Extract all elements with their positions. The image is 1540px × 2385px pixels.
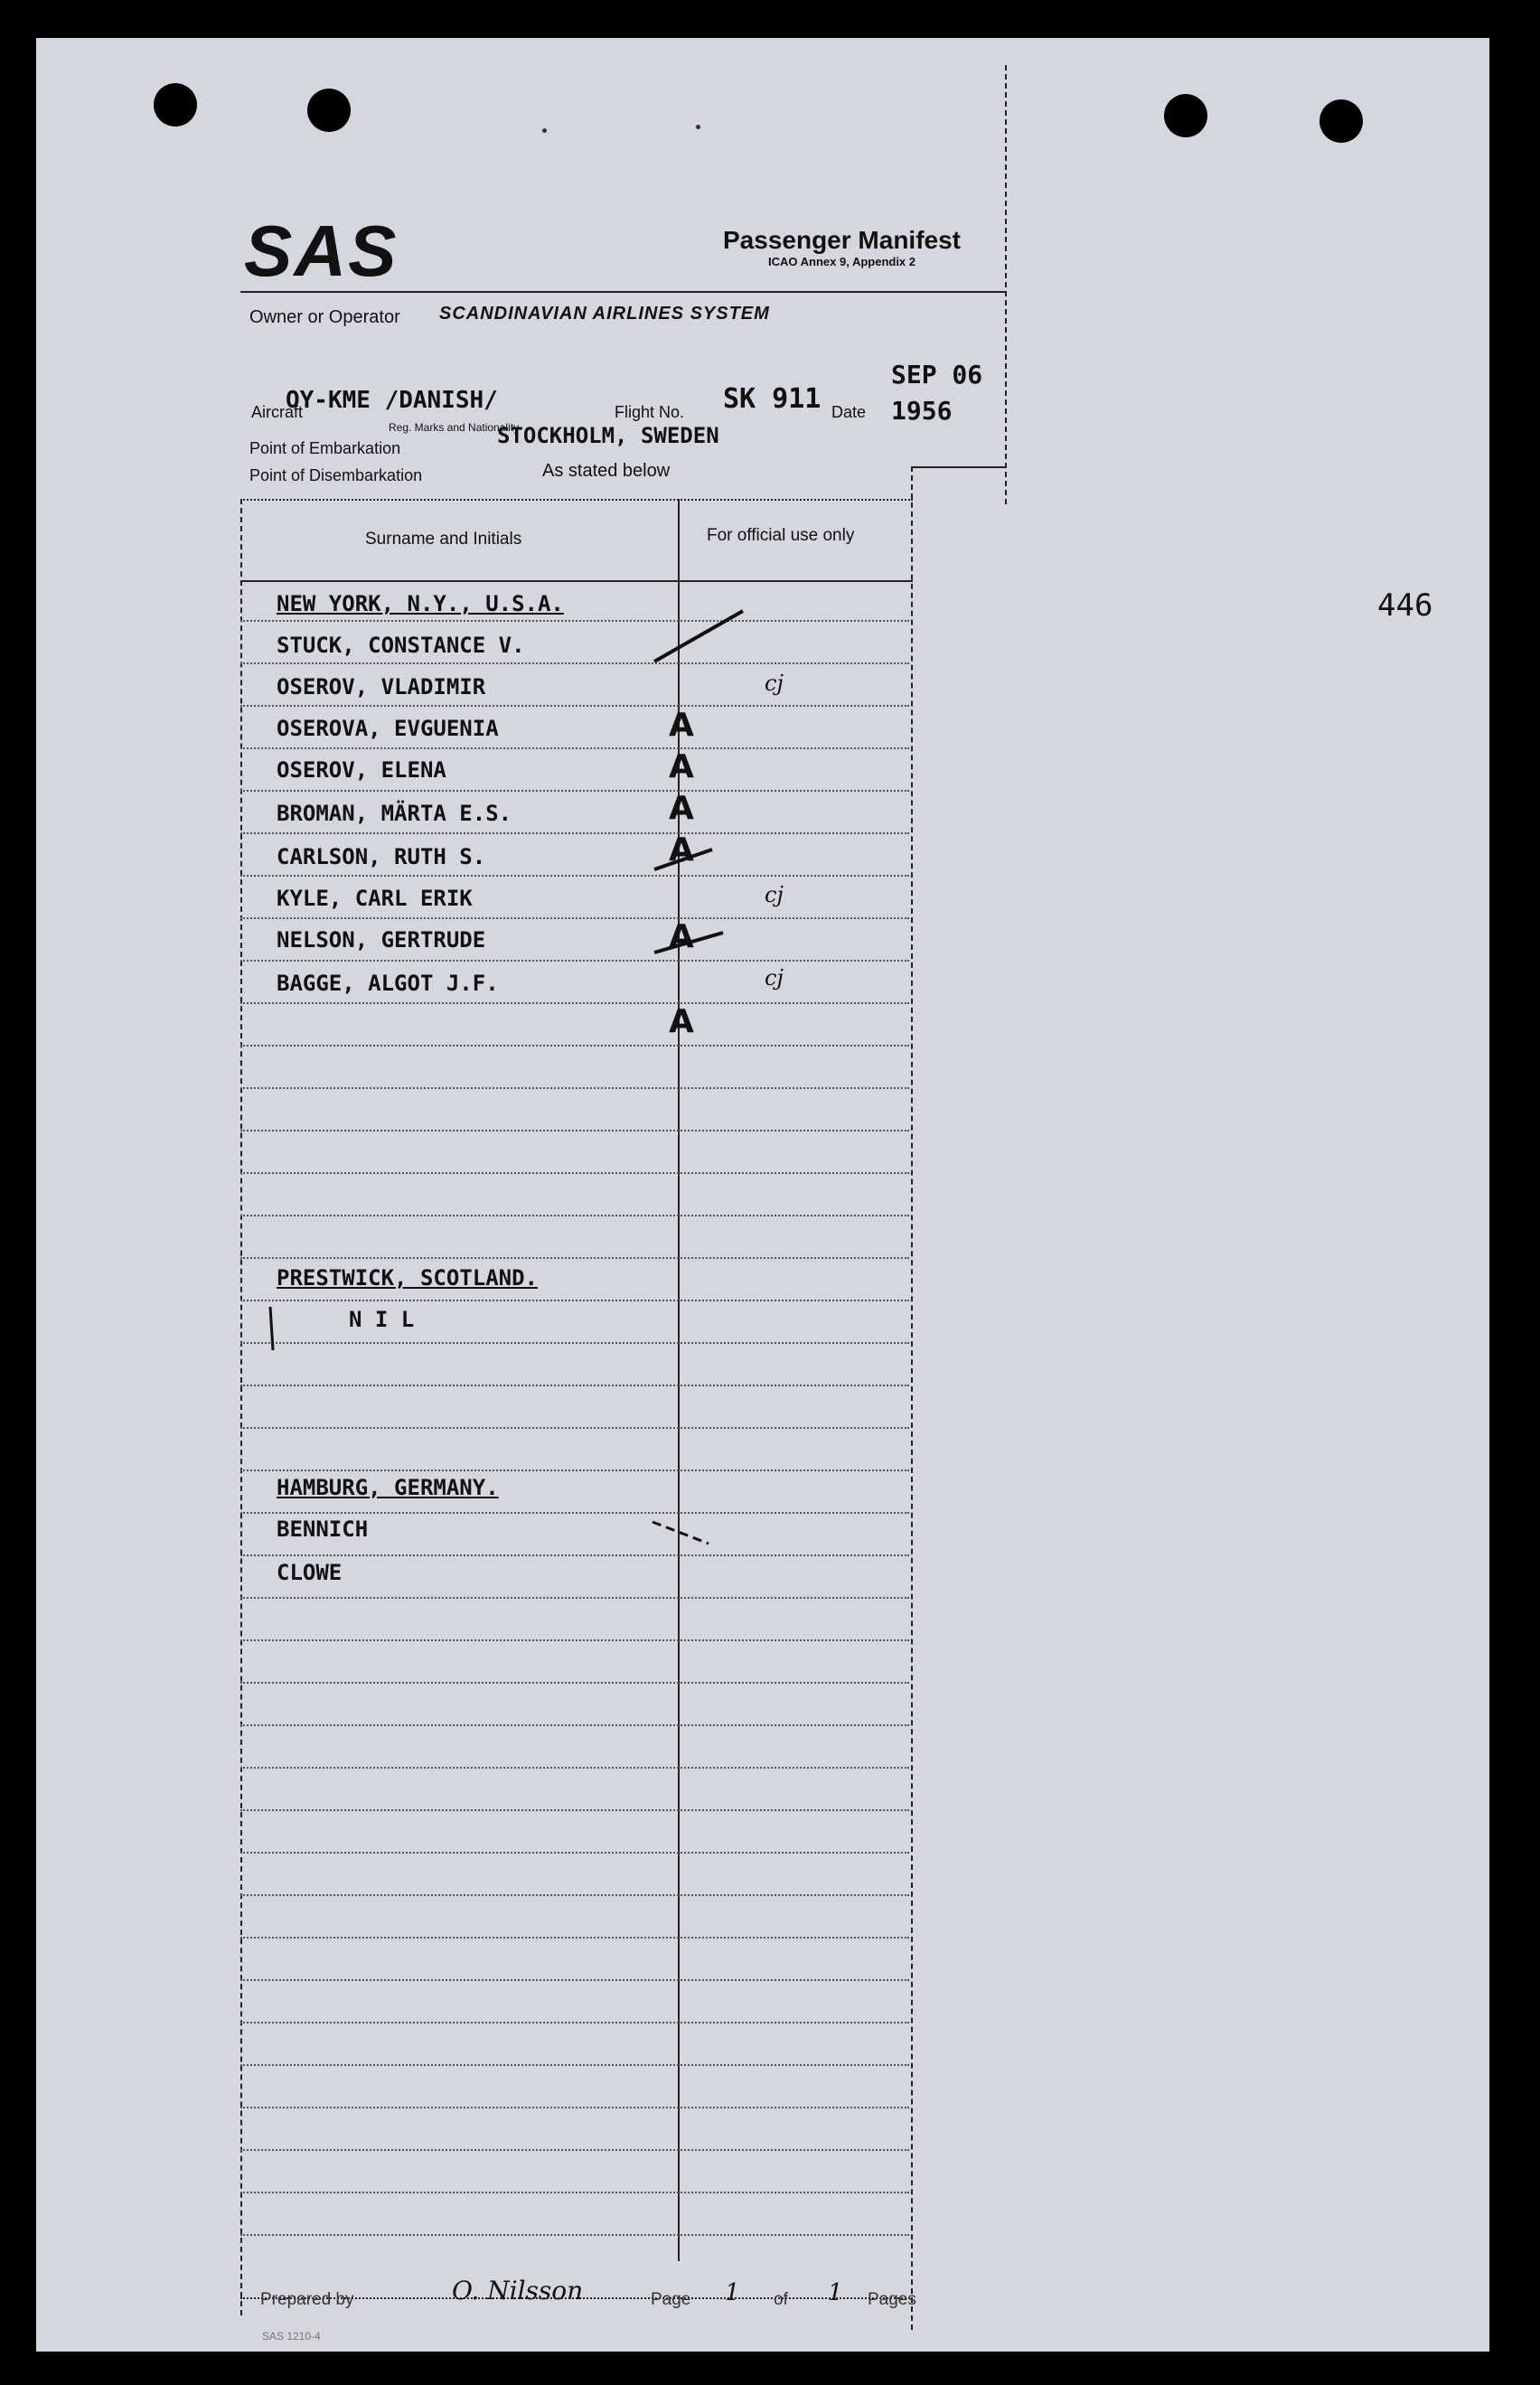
- table-rule-line: [240, 1300, 909, 1301]
- passenger-row: OSEROV, ELENA: [277, 757, 446, 783]
- prepared-signature: O. Nilsson: [452, 2276, 584, 2305]
- table-rule-line: [240, 875, 909, 877]
- date-label: Date: [831, 403, 867, 421]
- table-rule-line: [240, 1682, 909, 1684]
- table-rule-line: [240, 1342, 909, 1344]
- table-rule-line: [240, 1894, 909, 1896]
- table-rule-line: [240, 1087, 909, 1089]
- destination-prestwick: PRESTWICK, SCOTLAND.: [277, 1265, 538, 1291]
- table-rule-line: [240, 1597, 909, 1599]
- column-header-surname: Surname and Initials: [365, 530, 522, 549]
- table-rule-line: [240, 1002, 909, 1004]
- table-rule-line: [240, 705, 909, 707]
- tick-mark: [654, 611, 743, 662]
- passenger-row: CARLSON, RUTH S.: [277, 844, 486, 869]
- disembark-label: Point of Disembarkation: [249, 466, 423, 484]
- official-note: cj: [765, 965, 784, 991]
- embark-value: STOCKHOLM, SWEDEN: [497, 423, 719, 448]
- passenger-row: BAGGE, ALGOT J.F.: [277, 971, 499, 996]
- punch-hole: [154, 83, 197, 127]
- manifest-paper: [36, 38, 1489, 2352]
- destination-new-york: NEW YORK, N.Y., U.S.A.: [277, 591, 564, 616]
- owner-label: Owner or Operator: [249, 307, 400, 327]
- table-rule-line: [240, 832, 909, 834]
- official-mark-a: A: [669, 790, 694, 827]
- table-rule-line: [240, 1554, 909, 1556]
- passenger-row: NELSON, GERTRUDE: [277, 927, 486, 953]
- embark-label: Point of Embarkation: [249, 439, 401, 457]
- table-rule-line: [240, 1639, 909, 1641]
- official-note: cj: [765, 671, 784, 696]
- table-rule-line: [240, 1427, 909, 1429]
- disembark-value: As stated below: [542, 461, 671, 481]
- passenger-row: CLOWE: [277, 1560, 343, 1585]
- table-rule-line: [240, 1724, 909, 1726]
- table-rule-line: [240, 1172, 909, 1174]
- punch-hole: [1319, 99, 1363, 143]
- header-rule: [240, 580, 913, 582]
- date-line1: SEP 06: [891, 360, 983, 390]
- table-rule-line: [240, 747, 909, 749]
- header-rule: [240, 499, 913, 501]
- flight-label: Flight No.: [615, 403, 685, 421]
- form-left-edge: [240, 499, 242, 2315]
- table-rule-line: [240, 1979, 909, 1981]
- reg-caption: Reg. Marks and Nationality: [389, 421, 520, 434]
- sas-logo: SAS: [244, 211, 399, 291]
- aircraft-value: OY-KME /DANISH/: [286, 387, 498, 414]
- page-total: 1: [828, 2279, 843, 2306]
- table-rule-line: [240, 1257, 909, 1259]
- manifest-title: Passenger Manifest: [723, 226, 961, 254]
- passenger-row: OSEROVA, EVGUENIA: [277, 716, 499, 741]
- passenger-row: STUCK, CONSTANCE V.: [277, 633, 525, 658]
- official-mark-a: A: [669, 831, 694, 869]
- prepared-label: Prepared by: [260, 2290, 354, 2309]
- speck: [542, 128, 547, 133]
- page-label: Page: [651, 2290, 691, 2309]
- form-header-bottom: [913, 466, 1007, 468]
- official-mark-a: A: [669, 707, 694, 744]
- punch-hole: [1164, 94, 1207, 137]
- official-mark-a: A: [669, 918, 694, 955]
- table-rule-line: [240, 1045, 909, 1047]
- form-right-edge-lower: [911, 466, 913, 2330]
- manifest-subtitle: ICAO Annex 9, Appendix 2: [768, 255, 916, 268]
- speck: [696, 125, 700, 129]
- table-rule-line: [240, 1385, 909, 1386]
- table-rule-line: [240, 1512, 909, 1514]
- table-rule-line: [240, 1469, 909, 1471]
- official-mark-a: A: [669, 1003, 694, 1040]
- official-mark-a: A: [669, 748, 694, 785]
- table-rule-line: [240, 1767, 909, 1769]
- table-rule-line: [240, 2234, 909, 2236]
- table-rule-line: [240, 960, 909, 962]
- table-rule-line: [240, 620, 909, 622]
- page-number: 1: [725, 2279, 740, 2306]
- passenger-row: BENNICH: [277, 1516, 369, 1542]
- aircraft-label: Aircraft: [251, 403, 304, 421]
- table-rule-line: [240, 2107, 909, 2108]
- owner-value: SCANDINAVIAN AIRLINES SYSTEM: [439, 304, 770, 324]
- table-rule-line: [240, 917, 909, 919]
- passenger-row: N I L: [349, 1307, 415, 1332]
- table-rule-line: [240, 790, 909, 792]
- of-label: of: [774, 2290, 788, 2309]
- destination-hamburg: HAMBURG, GERMANY.: [277, 1475, 499, 1500]
- date-line2: 1956: [891, 396, 953, 426]
- official-note: cj: [765, 882, 784, 907]
- table-rule-line: [240, 662, 909, 664]
- table-rule-line: [240, 1937, 909, 1939]
- table-rule-line: [240, 2064, 909, 2066]
- table-rule-line: [240, 2149, 909, 2151]
- passenger-row: BROMAN, MÄRTA E.S.: [277, 801, 512, 826]
- column-header-official: For official use only: [707, 526, 855, 545]
- table-rule-line: [240, 1809, 909, 1811]
- punch-hole: [307, 89, 351, 132]
- table-rule-line: [240, 1130, 909, 1131]
- table-rule-line: [240, 2022, 909, 2023]
- passenger-row: KYLE, CARL ERIK: [277, 886, 473, 911]
- stamp-number: 446: [1377, 587, 1433, 624]
- table-rule-line: [240, 1215, 909, 1216]
- table-rule-line: [240, 1852, 909, 1854]
- pages-label: Pages: [868, 2290, 916, 2309]
- table-rule-line: [240, 2192, 909, 2193]
- form-right-edge-upper: [1005, 65, 1007, 504]
- flight-value: SK 911: [723, 383, 822, 415]
- form-number: SAS 1210-4: [262, 2330, 321, 2343]
- passenger-row: OSEROV, VLADIMIR: [277, 674, 486, 700]
- tick-mark: [653, 1522, 709, 1544]
